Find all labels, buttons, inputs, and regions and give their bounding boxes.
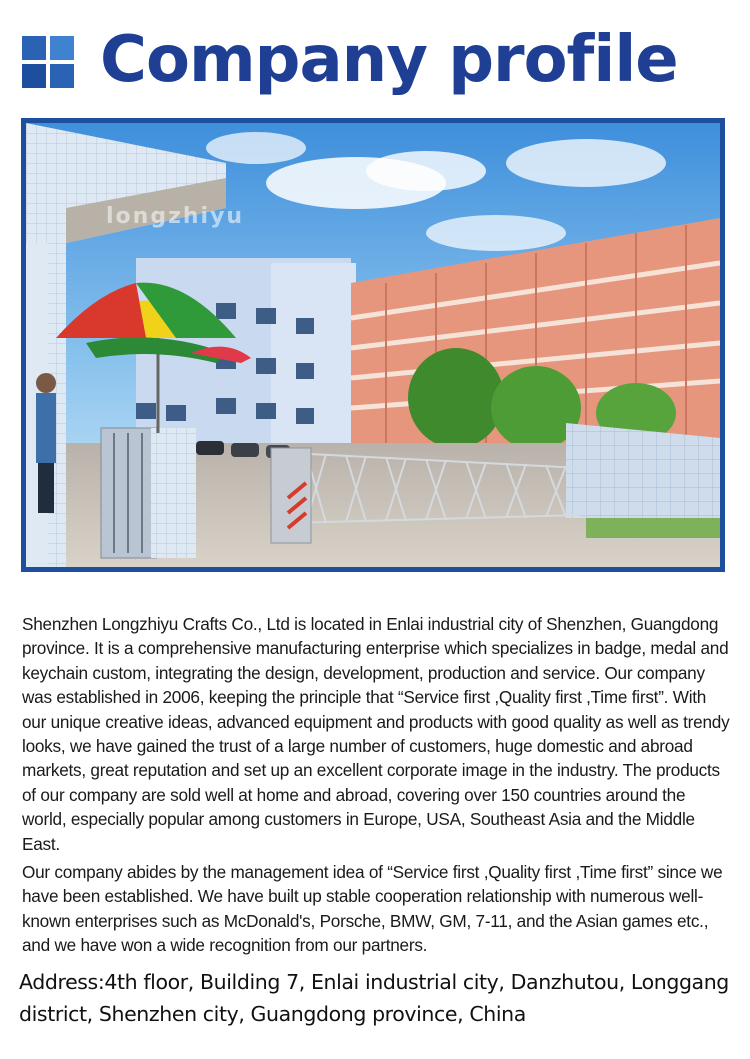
factory-photo-image <box>26 123 720 567</box>
description-paragraph-2: Our company abides by the management idea of “Service first ,Quality first ,Time first” since we have been established. We have built up stable cooperation relationship with numerous well-known enterprises such as McDonald's, Porsche, BMW, GM, 7-11, and the Asian games etc., and we have won a wide recognition from our partners. <box>22 862 723 956</box>
photo-watermark: longzhiyu <box>106 204 245 229</box>
company-address: Address:4th floor, Building 7, Enlai industrial city, Danzhutou, Longgang district, Shenzhen city, Guangdong province, China <box>19 970 729 1026</box>
company-description <box>22 612 734 958</box>
description-paragraph-1: Shenzhen Longzhiyu Crafts Co., Ltd is located in Enlai industrial city of Shenzhen, Guangdong province. It is a comprehensive manufacturing enterprise which specializes in badge, medal and keychain custom, integrating the design, development, production and service. Our company was established in 2006, keeping the principle that “Service first ,Quality first ,Time first”. With our unique creative ideas, advanced equipment and products with good quality as well as trendy looks, we have gained the trust of a large number of customers, huge domestic and abroad markets, great reputation and set up an excellent corporate image in the industry. The products of our company are sold well at home and abroad, covering over 150 countries around the world, especially popular among customers in Europe, USA, Southeast Asia and the Middle East. <box>22 614 730 854</box>
page-title: Company profile <box>100 23 678 97</box>
factory-photo <box>21 118 725 572</box>
blue-square-grid-icon <box>22 36 74 88</box>
